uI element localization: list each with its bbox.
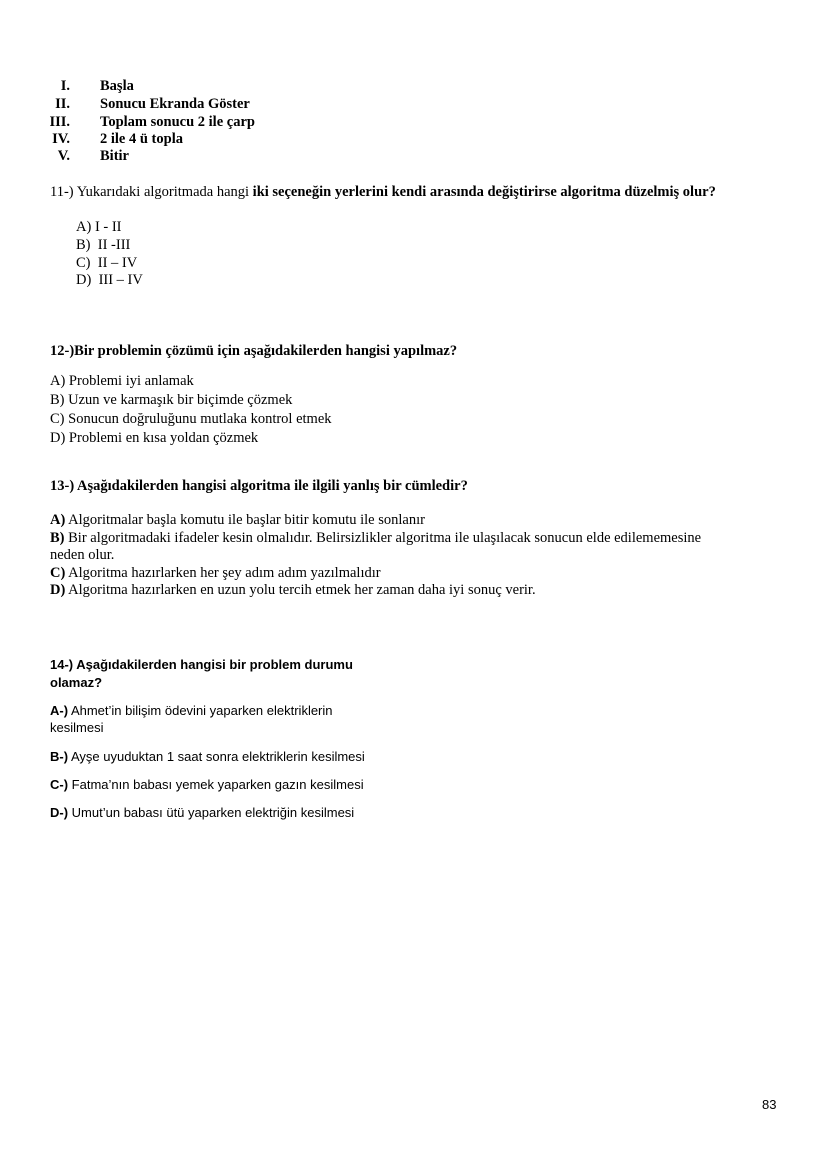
option-c[interactable] bbox=[76, 255, 137, 272]
option-letter: B) bbox=[76, 237, 91, 253]
option-letter: B) bbox=[50, 530, 65, 546]
step-text: 2 ile 4 ü topla bbox=[100, 131, 183, 147]
option-d[interactable] bbox=[50, 805, 354, 820]
option-text: Algoritma hazırlarken en uzun yolu tercih etmek her zaman daha iyi sonuç verir. bbox=[68, 582, 536, 598]
option-letter: D) bbox=[50, 582, 66, 598]
option-text: Ayşe uyuduktan 1 saat sonra elektriklerin kesilmesi bbox=[70, 749, 365, 764]
option-letter: C-) bbox=[50, 777, 69, 792]
option-a[interactable]: A) Problemi iyi anlamak bbox=[50, 373, 194, 389]
option-d[interactable]: D) Problemi en kısa yoldan çözmek bbox=[50, 430, 259, 446]
step-number: V. bbox=[57, 148, 70, 164]
option-letter: B-) bbox=[50, 749, 69, 764]
option-b[interactable]: B) Uzun ve karmaşık bir biçimde çözmek bbox=[50, 392, 293, 408]
option-text: II – IV bbox=[97, 255, 138, 271]
option-text: Umut’un babası ütü yaparken elektriğin kesilmesi bbox=[71, 805, 355, 820]
step-number: II. bbox=[55, 96, 70, 112]
option-a-continuation: kesilmesi bbox=[50, 720, 104, 735]
option-letter: A) bbox=[50, 512, 66, 528]
option-text: Algoritmalar başla komutu ile başlar bitir komutu ile sonlanır bbox=[68, 512, 425, 528]
option-letter: A) bbox=[76, 219, 92, 235]
step-text: Bitir bbox=[100, 148, 129, 164]
step-number: I. bbox=[60, 78, 70, 94]
option-a[interactable] bbox=[50, 512, 425, 529]
step-number: III. bbox=[49, 114, 70, 130]
option-text: Algoritma hazırlarken her şey adım adım yazılmalıdır bbox=[68, 565, 381, 581]
step-text: Toplam sonucu 2 ile çarp bbox=[100, 114, 255, 130]
step-text: Başla bbox=[100, 78, 134, 94]
option-b[interactable] bbox=[76, 237, 130, 254]
option-d[interactable] bbox=[50, 582, 536, 599]
option-text: Bir algoritmadaki ifadeler kesin olmalıdır. Belirsizlikler algoritma ile ulaşılacak sonucun elde edilememesine bbox=[68, 530, 702, 546]
option-a[interactable] bbox=[76, 219, 122, 236]
question-12-text: 12-)Bir problemin çözümü için aşağıdakilerden hangisi yapılmaz? bbox=[50, 343, 458, 359]
step-text: Sonucu Ekranda Göster bbox=[100, 96, 250, 112]
option-text: I - II bbox=[94, 219, 122, 235]
step-number: IV. bbox=[52, 131, 70, 147]
option-letter: D-) bbox=[50, 805, 69, 820]
option-b-continuation: neden olur. bbox=[50, 547, 115, 563]
question-13-text: 13-) Aşağıdakilerden hangisi algoritma ile ilgili yanlış bir cümledir? bbox=[50, 478, 468, 494]
option-text: Ahmet’in bilişim ödevini yaparken elektriklerin bbox=[70, 703, 333, 718]
question-11-bold: iki seçeneğin yerlerini kendi arasında değiştirirse algoritma düzelmiş olur? bbox=[252, 184, 716, 200]
option-b[interactable] bbox=[50, 530, 701, 547]
question-14-line2: olamaz? bbox=[50, 675, 103, 690]
question-14-line1: 14-) Aşağıdakilerden hangisi bir problem durumu bbox=[50, 657, 353, 672]
option-b[interactable] bbox=[50, 749, 365, 764]
option-c[interactable] bbox=[50, 777, 364, 792]
option-text: III – IV bbox=[98, 272, 143, 288]
option-letter: C) bbox=[76, 255, 91, 271]
option-letter: C) bbox=[50, 565, 66, 581]
question-11-text bbox=[50, 184, 716, 201]
option-c[interactable]: C) Sonucun doğruluğunu mutlaka kontrol etmek bbox=[50, 411, 332, 427]
option-d[interactable] bbox=[76, 272, 143, 289]
option-c[interactable] bbox=[50, 565, 381, 582]
page-number: 83 bbox=[762, 1097, 777, 1112]
option-text: Fatma’nın babası yemek yaparken gazın kesilmesi bbox=[71, 777, 364, 792]
option-a[interactable] bbox=[50, 703, 333, 718]
question-11-prefix: 11-) Yukarıdaki algoritmada hangi bbox=[50, 184, 253, 200]
option-letter: A-) bbox=[50, 703, 69, 718]
option-letter: D) bbox=[76, 272, 92, 288]
option-text: II -III bbox=[97, 237, 131, 253]
